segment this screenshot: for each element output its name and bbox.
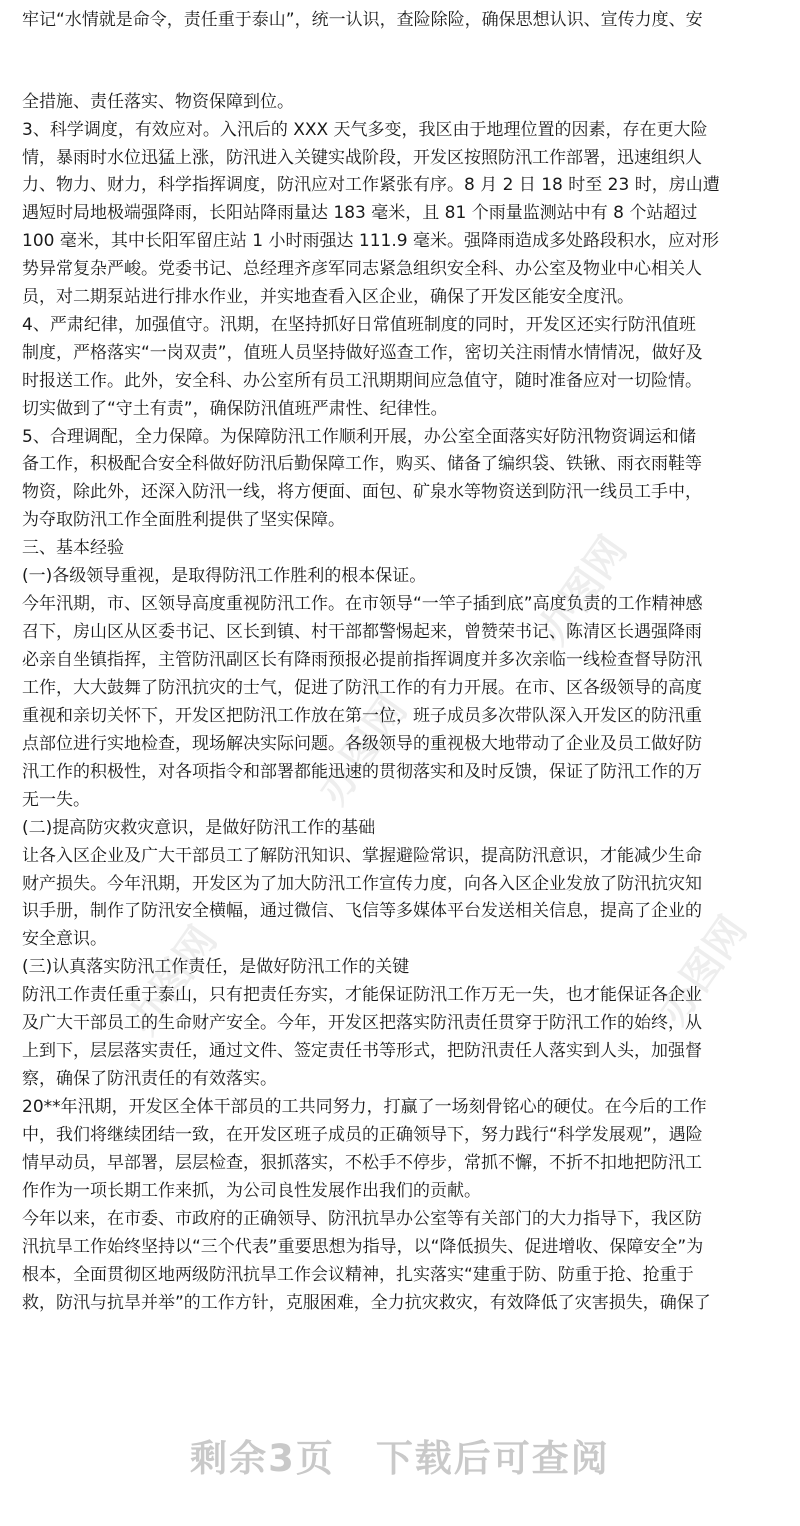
watermark: 办图网	[119, 918, 227, 1043]
text-line: (二)提高防灾救灾意识，是做好防汛工作的基础	[22, 818, 376, 838]
text-line: 3、科学调度，有效应对。入汛后的 XXX 天气多变，我区由于地理位置的因素，存在更大险	[22, 120, 708, 140]
text-line: 救，防汛与抗旱并举”的工作方针，克服困难，全力抗灾救灾，有效降低了灾害损失，确保了	[22, 1293, 711, 1313]
text-line: 察，确保了防汛责任的有效落实。	[22, 1069, 277, 1089]
text-line: 制度，严格落实“一岗双责”，值班人员坚持做好巡查工作，密切关注雨情水情情况，做好及	[22, 343, 703, 363]
text-line: 牢记“水情就是命令，责任重于泰山”，统一认识，查险除险，确保思想认识、宣传力度、安	[22, 10, 703, 30]
text-line: 遇短时局地极端强降雨，长阳站降雨量达 183 毫米，且 81 个雨量监测站中有 8 个站超过	[22, 203, 698, 223]
text-line: 必亲自坐镇指挥，主管防汛副区长有降雨预报必提前指挥调度并多次亲临一线检查督导防汛	[22, 650, 702, 670]
text-line: 根本，全面贯彻区地两级防汛抗旱工作会议精神，扎实落实“建重于防、防重于抢、抢重于	[22, 1265, 694, 1285]
text-line: (一)各级领导重视，是取得防汛工作胜利的根本保证。	[22, 566, 427, 586]
text-line: 识手册，制作了防汛安全横幅，通过微信、飞信等多媒体平台发送相关信息，提高了企业的	[22, 901, 702, 921]
text-line: 无一失。	[22, 790, 90, 810]
text-line: 让各入区企业及广大干部员工了解防汛知识、掌握避险常识，提高防汛意识，才能减少生命	[22, 846, 702, 866]
text-line: 今年以来，在市委、市政府的正确领导、防汛抗旱办公室等有关部门的大力指导下，我区防	[22, 1209, 702, 1229]
text-line: 上到下，层层落实责任，通过文件、签定责任书等形式，把防汛责任人落实到人头，加强督	[22, 1041, 702, 1061]
text-line: 汛工作的积极性，对各项指令和部署都能迅速的贯彻落实和及时反馈，保证了防汛工作的万	[22, 762, 702, 782]
text-line: 势异常复杂严峻。党委书记、总经理齐彦军同志紧急组织安全科、办公室及物业中心相关人	[22, 259, 702, 279]
text-line: 作作为一项长期工作来抓，为公司良性发展作出我们的贡献。	[22, 1181, 481, 1201]
text-line: 中，我们将继续团结一致，在开发区班子成员的正确领导下，努力践行“科学发展观”，遇险	[22, 1125, 703, 1145]
download-prompt-label: 下载后可查阅	[375, 1437, 610, 1480]
text-line: 情，暴雨时水位迅猛上涨，防汛进入关键实战阶段，开发区按照防汛工作部署，迅速组织人	[22, 148, 702, 168]
text-line: 汛抗旱工作始终坚持以“三个代表”重要思想为指导，以“降低损失、促进增收、保障安全”为	[22, 1237, 704, 1257]
text-line: 重视和亲切关怀下，开发区把防汛工作放在第一位，班子成员多次带队深入开发区的防汛重	[22, 706, 702, 726]
watermark: 办图网	[529, 528, 637, 653]
text-line: 20**年汛期，开发区全体干部员的工共同努力，打赢了一场刻骨铭心的硬仗。在今后的工作	[22, 1097, 707, 1117]
text-line: 及广大干部员工的生命财产安全。今年，开发区把落实防汛责任贯穿于防汛工作的始终，从	[22, 1013, 702, 1033]
text-line: 物资，除此外，还深入防汛一线，将方便面、面包、矿泉水等物资送到防汛一线员工手中，	[22, 482, 702, 502]
remaining-pages-banner[interactable]	[0, 1428, 800, 1482]
text-line: 三、基本经验	[22, 538, 124, 558]
text-line: 员，对二期泵站进行排水作业，并实地查看入区企业，确保了开发区能安全度汛。	[22, 287, 634, 307]
text-line: 力、物力、财力，科学指挥调度，防汛应对工作紧张有序。8 月 2 日 18 时至 23 时，房山遭	[22, 175, 720, 195]
text-line: 工作，大大鼓舞了防汛抗灾的士气，促进了防汛工作的有力开展。在市、区各级领导的高度	[22, 678, 702, 698]
text-line: 100 毫米，其中长阳军留庄站 1 小时雨强达 111.9 毫米。强降雨造成多处路段积水，应对形	[22, 231, 719, 251]
text-line: (三)认真落实防汛工作责任，是做好防汛工作的关键	[22, 957, 410, 977]
text-line: 召下，房山区从区委书记、区长到镇、村干部都警惕起来，曾赞荣书记、陈清区长遇强降雨	[22, 622, 702, 642]
text-line: 切实做到了“守土有责”，确保防汛值班严肃性、纪律性。	[22, 399, 448, 419]
text-line: 备工作，积极配合安全科做好防汛后勤保障工作，购买、储备了编织袋、铁锹、雨衣雨鞋等	[22, 454, 702, 474]
text-line: 全措施、责任落实、物资保障到位。	[22, 92, 294, 112]
watermark: 办图网	[309, 688, 417, 813]
watermark: 办图网	[649, 908, 757, 1033]
text-line: 4、严肃纪律，加强值守。汛期，在坚持抓好日常值班制度的同时，开发区还实行防汛值班	[22, 315, 696, 335]
text-line: 防汛工作责任重于泰山，只有把责任夯实，才能保证防汛工作万无一失，也才能保证各企业	[22, 985, 702, 1005]
text-line: 财产损失。今年汛期，开发区为了加大防汛工作宣传力度，向各入区企业发放了防汛抗灾知	[22, 874, 702, 894]
text-line: 点部位进行实地检查，现场解决实际问题。各级领导的重视极大地带动了企业及员工做好防	[22, 734, 702, 754]
text-line: 5、合理调配，全力保障。为保障防汛工作顺利开展，办公室全面落实好防汛物资调运和储	[22, 427, 696, 447]
text-line: 情早动员，早部署，层层检查，狠抓落实，不松手不停步，常抓不懈，不折不扣地把防汛工	[22, 1153, 702, 1173]
text-line: 安全意识。	[22, 929, 107, 949]
text-line: 时报送工作。此外，安全科、办公室所有员工汛期期间应急值守，随时准备应对一切险情。	[22, 371, 702, 391]
text-line: 为夺取防汛工作全面胜利提供了坚实保障。	[22, 510, 345, 530]
remaining-pages-label: 剩余3页	[190, 1437, 335, 1480]
text-line: 今年汛期，市、区领导高度重视防汛工作。在市领导“一竿子插到底”高度负责的工作精神感	[22, 594, 703, 614]
